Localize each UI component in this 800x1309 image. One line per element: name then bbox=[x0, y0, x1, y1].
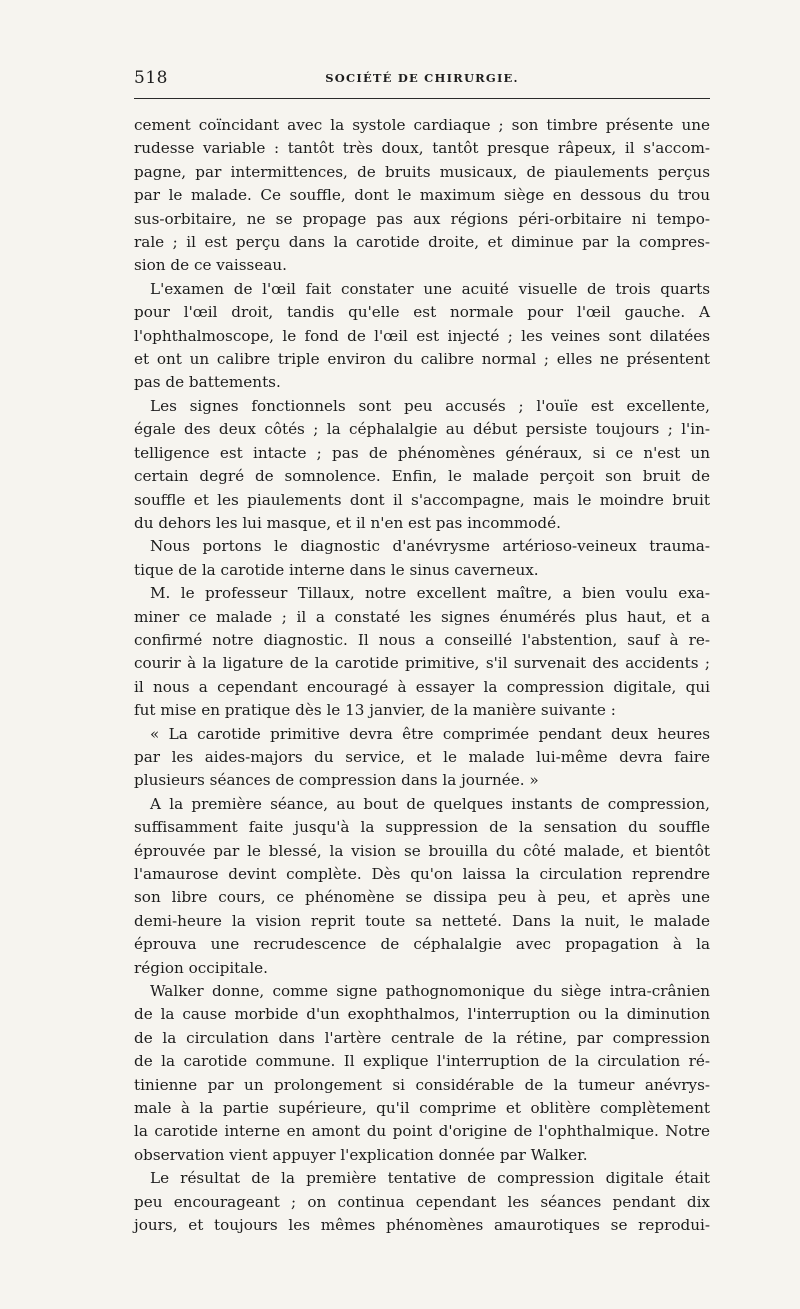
text-line: L'examen de l'œil fait constater une acuité visuelle de trois quarts bbox=[150, 279, 710, 298]
text-line: Nous portons le diagnostic d'anévrysme artérioso-veineux trauma- bbox=[150, 537, 710, 556]
text-line: jours, et toujours les mêmes phénomènes amaurotiques se reprodui- bbox=[134, 1216, 710, 1235]
text-line: du dehors les lui masque, et il n'en est pas incommodé. bbox=[134, 513, 561, 532]
text-line: A la première séance, au bout de quelques instants de compression, bbox=[150, 794, 710, 813]
text-line: par les aides-majors du service, et le malade lui-même devra faire bbox=[134, 747, 710, 766]
text-line: confirmé notre diagnostic. Il nous a conseillé l'abstention, sauf à re- bbox=[134, 630, 710, 649]
text-line: son libre cours, ce phénomène se dissipa peu à peu, et après une bbox=[134, 888, 710, 907]
running-head: SOCIÉTÉ DE CHIRURGIE. bbox=[325, 71, 519, 85]
text-line: de la carotide commune. Il explique l'interruption de la circulation ré- bbox=[134, 1052, 710, 1071]
text-line: sus-orbitaire, ne se propage pas aux régions péri-orbitaire ni tempo- bbox=[134, 209, 710, 228]
text-line: pagne, par intermittences, de bruits musicaux, de piaulements perçus bbox=[134, 162, 710, 181]
text-line: il nous a cependant encouragé à essayer la compression digitale, qui bbox=[134, 677, 710, 696]
text-line: sion de ce vaisseau. bbox=[134, 256, 287, 275]
page-header bbox=[134, 68, 710, 88]
text-line: la carotide interne en amont du point d'origine de l'ophthalmique. Notre bbox=[134, 1122, 710, 1141]
text-line: M. le professeur Tillaux, notre excellent maître, a bien voulu exa- bbox=[150, 584, 710, 603]
text-line: pas de battements. bbox=[134, 373, 281, 392]
text-line: « La carotide primitive devra être comprimée pendant deux heures bbox=[150, 724, 710, 743]
text-line: l'amaurose devint complète. Dès qu'on laissa la circulation reprendre bbox=[134, 865, 710, 883]
text-line: Le résultat de la première tentative de compression digitale était bbox=[150, 1169, 710, 1188]
text-line: demi-heure la vision reprit toute sa netteté. Dans la nuit, le malade bbox=[134, 911, 710, 930]
text-line: certain degré de somnolence. Enfin, le malade perçoit son bruit de bbox=[134, 467, 710, 486]
text-line: l'ophthalmoscope, le fond de l'œil est injecté ; les veines sont dilatées bbox=[134, 326, 710, 345]
header-rule bbox=[134, 98, 710, 99]
text-line: plusieurs séances de compression dans la journée. » bbox=[134, 771, 539, 790]
body-text bbox=[134, 114, 710, 1238]
text-line: souffle et les piaulements dont il s'accompagne, mais le moindre bruit bbox=[134, 490, 710, 509]
text-line: suffisamment faite jusqu'à la suppression de la sensation du souffle bbox=[134, 818, 710, 837]
page-number: 518 bbox=[134, 68, 168, 88]
text-line: observation vient appuyer l'explication donnée par Walker. bbox=[134, 1145, 588, 1164]
text-line: tinienne par un prolongement si considérable de la tumeur anévrys- bbox=[134, 1075, 710, 1094]
text-line: région occipitale. bbox=[134, 958, 269, 977]
text-line: Walker donne, comme signe pathognomonique du siège intra-crânien bbox=[150, 982, 710, 1001]
text-line: miner ce malade ; il a constaté les signes énumérés plus haut, et a bbox=[134, 607, 710, 626]
text-line: éprouva une recrudescence de céphalalgie avec propagation à la bbox=[134, 935, 710, 954]
text-line: par le malade. Ce souffle, dont le maximum siège en dessous du trou bbox=[134, 186, 710, 205]
text-line: pour l'œil droit, tandis qu'elle est normale pour l'œil gauche. A bbox=[134, 303, 710, 322]
text-line: de la cause morbide d'un exophthalmos, l'interruption ou la diminution bbox=[134, 1005, 710, 1024]
text-line: et ont un calibre triple environ du calibre normal ; elles ne présentent bbox=[134, 350, 710, 369]
text-line: telligence est intacte ; pas de phénomènes généraux, si ce n'est un bbox=[134, 443, 710, 462]
text-line: tique de la carotide interne dans le sinus caverneux. bbox=[134, 560, 539, 579]
text-line: de la circulation dans l'artère centrale de la rétine, par compression bbox=[134, 1028, 710, 1047]
text-line: rudesse variable : tantôt très doux, tantôt presque râpeux, il s'accom- bbox=[134, 139, 710, 158]
text-line: courir à la ligature de la carotide primitive, s'il survenait des accidents ; bbox=[134, 654, 710, 673]
text-line: rale ; il est perçu dans la carotide droite, et diminue par la compres- bbox=[134, 233, 710, 252]
text-line: Les signes fonctionnels sont peu accusés ; l'ouïe est excellente, bbox=[150, 396, 710, 415]
text-line: égale des deux côtés ; la céphalalgie au début persiste toujours ; l'in- bbox=[134, 420, 710, 439]
text-line: cement coïncidant avec la systole cardiaque ; son timbre présente une bbox=[134, 116, 710, 134]
text-line: male à la partie supérieure, qu'il comprime et oblitère complètement bbox=[134, 1099, 710, 1118]
text-line: peu encourageant ; on continua cependant les séances pendant dix bbox=[134, 1192, 710, 1211]
text-line: fut mise en pratique dès le 13 janvier, de la manière suivante : bbox=[134, 701, 616, 720]
text-line: éprouvée par le blessé, la vision se brouilla du côté malade, et bientôt bbox=[134, 841, 710, 860]
